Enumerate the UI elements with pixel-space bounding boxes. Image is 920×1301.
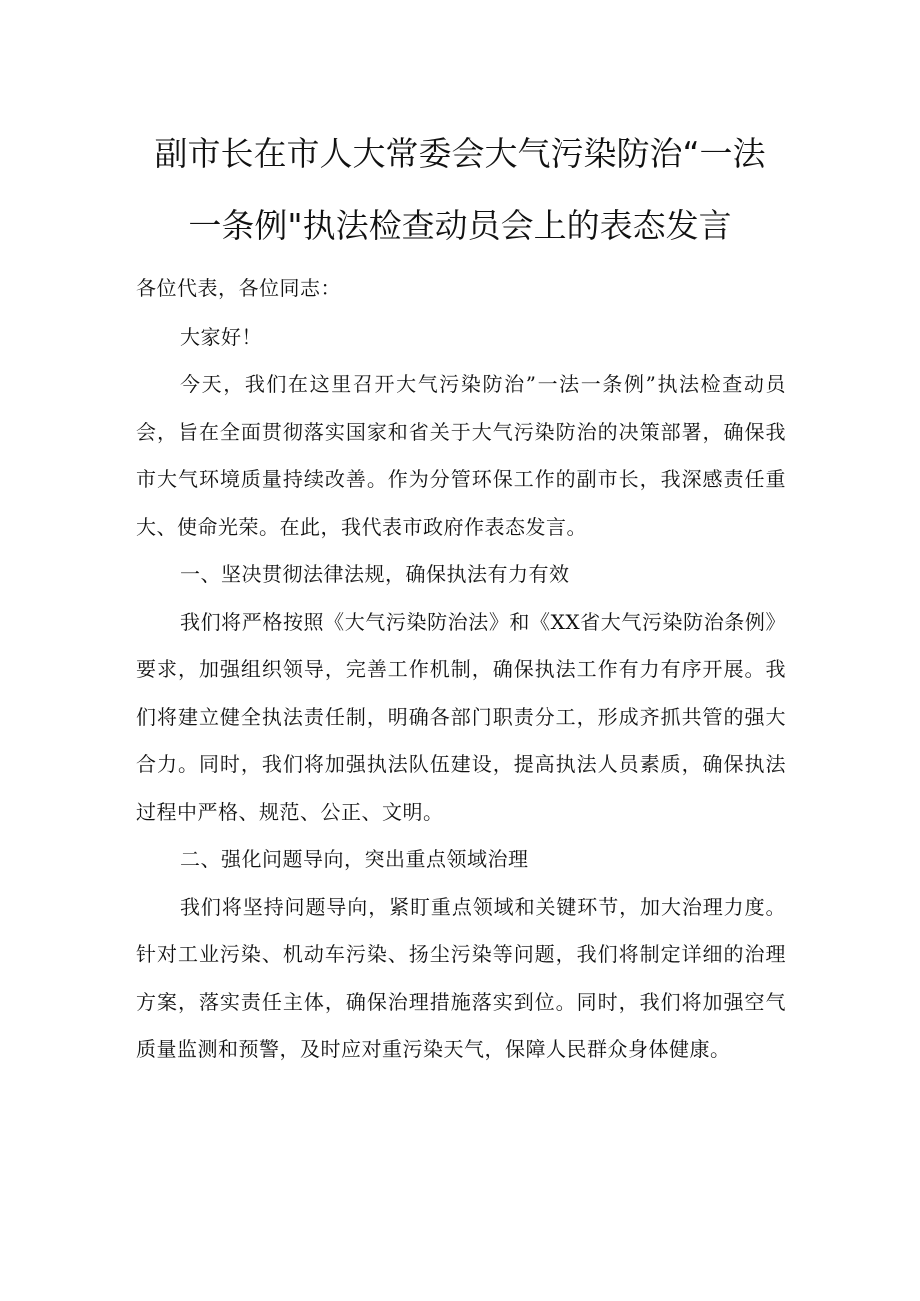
section-paragraph-1: 我们将严格按照《大气污染防治法》和《XX省大气污染防治条例》要求，加强组织领导，完善工作机制，确保执法工作有力有序开展。我们将建立健全执法责任制，明确各部门职责分工，形成齐抓共管的强大合力。同时，我们将加强执法队伍建设，提高执法人员素质，确保执法过程中严格、规范、公正、文明。 [136, 609, 786, 824]
greeting: 大家好！ [180, 325, 262, 349]
document-title-line-2: 一条例"执法检查动员会上的表态发言 [188, 206, 732, 245]
section-heading-2: 二、强化问题导向，突出重点领域治理 [180, 847, 529, 871]
document-body [136, 361, 786, 1074]
salutation: 各位代表，各位同志： [136, 276, 341, 300]
section-paragraph-2: 我们将坚持问题导向，紧盯重点领域和关键环节，加大治理力度。针对工业污染、机动车污染、扬尘污染等问题，我们将制定详细的治理方案，落实责任主体，确保治理措施落实到位。同时，我们将加强空气质量监测和预警，及时应对重污染天气，保障人民群众身体健康。 [136, 894, 786, 1061]
section-heading-1: 一、坚决贯彻法律法规，确保执法有力有效 [180, 562, 570, 586]
intro-paragraph: 今天，我们在这里召开大气污染防治”一法一条例”执法检查动员会，旨在全面贯彻落实国家和省关于大气污染防治的决策部署，确保我市大气环境质量持续改善。作为分管环保工作的副市长，我深感责任重大、使命光荣。在此，我代表市政府作表态发言。 [136, 372, 786, 539]
document-title-line-1: 副市长在市人大常委会大气污染防治“一法 [154, 134, 766, 173]
